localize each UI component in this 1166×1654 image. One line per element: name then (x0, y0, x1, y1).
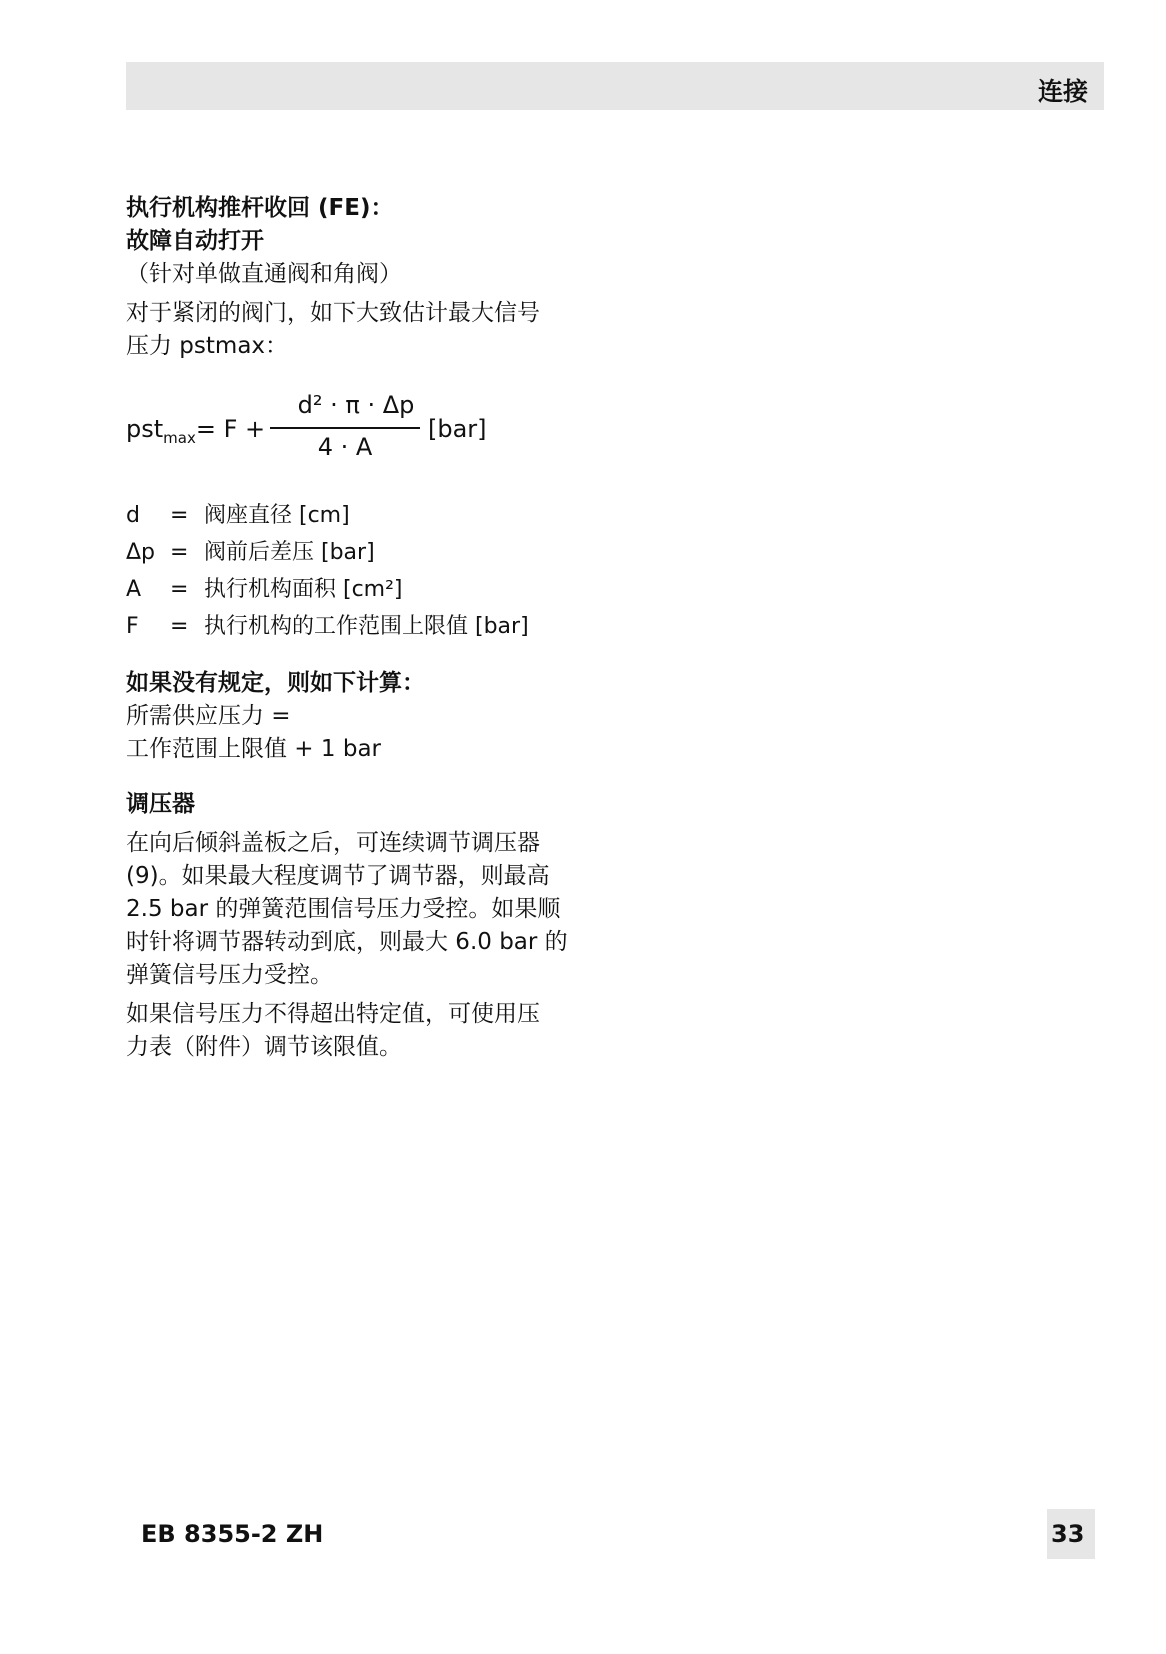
formula-denominator: 4 · A (317, 433, 373, 461)
main-content (126, 192, 626, 1064)
fe-heading-line1: 执行机构推杆收回 (FE)： (126, 195, 394, 221)
symbol-legend (126, 497, 626, 645)
paragraph-line: 力表（附件）调节该限值。 (126, 1034, 402, 1060)
paragraph-line: 如果信号压力不得超出特定值，可使用压 (126, 1001, 540, 1027)
paragraph-line: 时针将调节器转动到底，则最大 6.0 bar 的 (126, 929, 568, 955)
paragraph-line: 弹簧信号压力受控。 (126, 962, 333, 988)
paragraph-line: 在向后倾斜盖板之后，可连续调节调压器 (126, 830, 540, 856)
formula-numerator: d² · π · Δp (297, 391, 415, 419)
document-code: EB 8355-2 ZH (141, 1520, 324, 1548)
pstmax-formula (126, 389, 626, 475)
legend-description: 阀座直径 [cm] (204, 503, 350, 528)
fe-intro-line2: 压力 pstmax： (126, 333, 289, 359)
legend-symbol: F (126, 614, 139, 639)
fe-note: （针对单做直通阀和角阀） (126, 261, 402, 287)
legend-equals: = (170, 503, 189, 528)
legend-equals: = (170, 577, 189, 602)
regulator-heading: 调压器 (126, 791, 195, 817)
legend-row (126, 608, 626, 645)
legend-symbol: Δp (126, 540, 156, 565)
unspecified-line2: 工作范围上限值 + 1 bar (126, 736, 381, 762)
section-title: 连接 (1037, 77, 1088, 106)
regulator-paragraph-2 (126, 998, 626, 1064)
unspecified-line1: 所需供应压力 = (126, 703, 291, 729)
legend-description: 执行机构的工作范围上限值 [bar] (204, 614, 529, 639)
page-number: 33 (1051, 1520, 1085, 1548)
formula-lhs-rest: = F + (195, 415, 266, 443)
legend-description: 阀前后差压 [bar] (204, 540, 375, 565)
formula-lhs (126, 413, 265, 455)
formula-unit: [bar] (428, 415, 487, 443)
unspecified-heading: 如果没有规定，则如下计算： (126, 670, 425, 696)
fe-intro-line1: 对于紧闭的阀门，如下大致估计最大信号 (126, 300, 540, 326)
formula-lhs-sub: max (163, 429, 196, 447)
page-number-box (1047, 1509, 1095, 1559)
legend-description: 执行机构面积 [cm²] (204, 577, 403, 602)
legend-equals: = (170, 540, 189, 565)
header-bar (126, 62, 1104, 110)
fraction-line (270, 427, 420, 429)
legend-symbol: A (126, 577, 142, 602)
legend-row (126, 497, 626, 534)
fe-heading-line2: 故障自动打开 (126, 228, 264, 254)
regulator-paragraph-1 (126, 827, 626, 992)
legend-equals: = (170, 614, 189, 639)
paragraph-line: (9)。如果最大程度调节了调节器，则最高 (126, 863, 550, 889)
legend-row (126, 571, 626, 608)
paragraph-line: 2.5 bar 的弹簧范围信号压力受控。如果顺 (126, 896, 561, 922)
formula-lhs-main: pst (126, 415, 164, 443)
legend-symbol: d (126, 503, 140, 528)
legend-row (126, 534, 626, 571)
